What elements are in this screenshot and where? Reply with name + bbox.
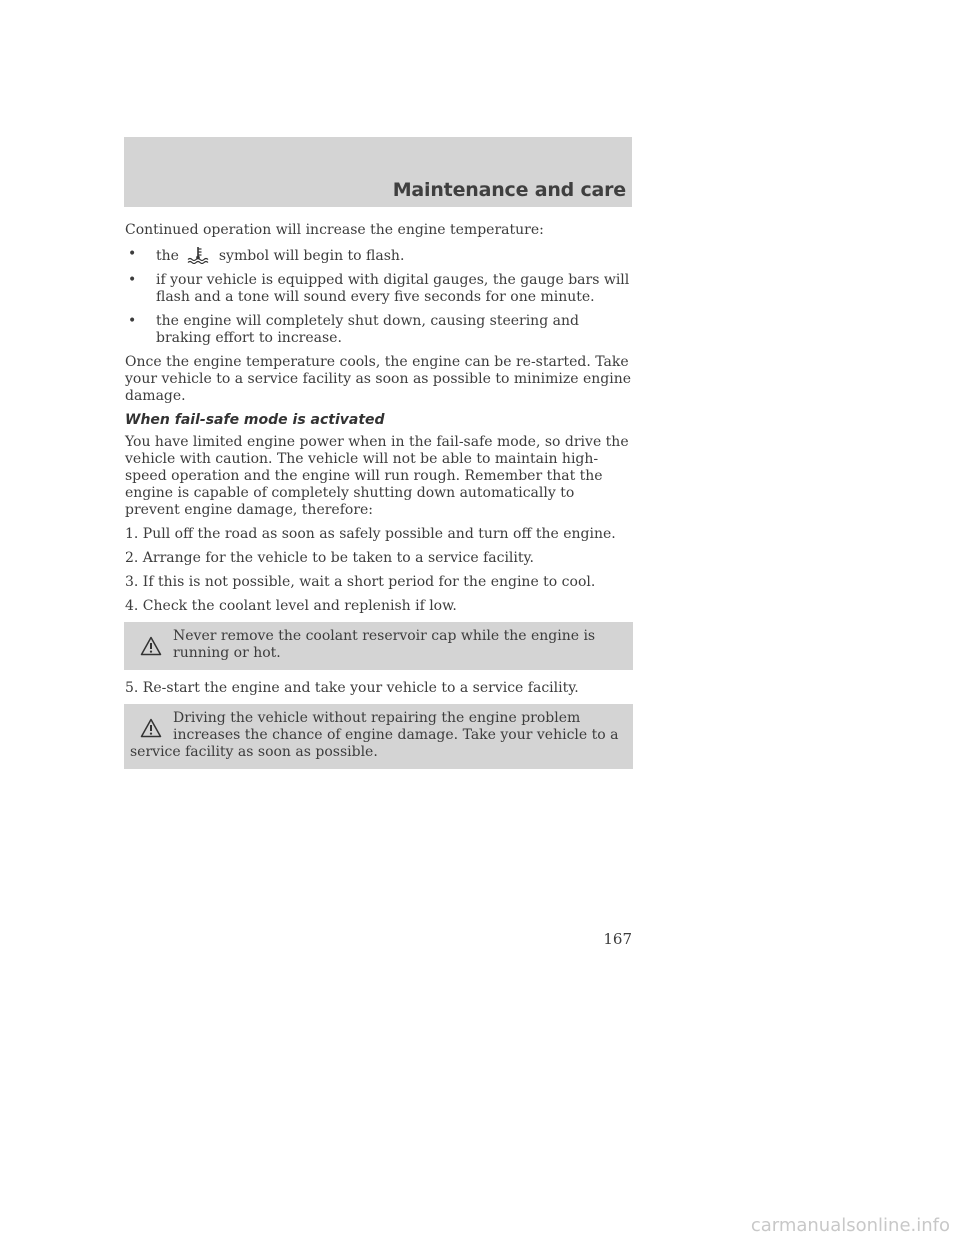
- bullet-item: [125, 313, 632, 347]
- warning-box: [124, 622, 633, 670]
- bullet-text-after-icon: symbol will begin to flash.: [218, 248, 405, 264]
- step-item: 4. Check the coolant level and replenish if low.: [125, 598, 457, 614]
- bullet-dot: •: [128, 246, 137, 262]
- section-title: Maintenance and care: [392, 179, 626, 201]
- restart-paragraph: Once the engine temperature cools, the engine can be re-started. Take your vehicle to a service facility as soon as possible to minimize engine damage.: [125, 354, 631, 404]
- bullet-item: [125, 272, 632, 306]
- warning-text-line: Never remove the coolant reservoir cap while the engine is: [173, 628, 596, 644]
- warning-triangle-icon: [140, 636, 162, 656]
- bullet-item: [125, 246, 632, 265]
- step-item: 2. Arrange for the vehicle to be taken to a service facility.: [125, 550, 535, 566]
- warning-text-line: service facility as soon as possible.: [130, 744, 378, 760]
- engine-coolant-temperature-icon: [186, 246, 210, 264]
- bullet-text-before-icon: the: [156, 248, 179, 264]
- bullet-text: the engine will completely shut down, causing steering and braking effort to increase.: [156, 313, 579, 346]
- step-item: 3. If this is not possible, wait a short period for the engine to cool.: [125, 574, 596, 590]
- bullet-text: if your vehicle is equipped with digital gauges, the gauge bars will flash and a tone will sound every five seconds for one minute.: [156, 272, 630, 305]
- warning-text-line: Driving the vehicle without repairing the engine problem: [173, 710, 581, 726]
- section-header-band: [124, 137, 632, 207]
- watermark: carmanualsonline.info: [750, 1215, 950, 1236]
- step-item: 5. Re-start the engine and take your vehicle to a service facility.: [125, 680, 579, 696]
- page-number: 167: [603, 930, 632, 948]
- warning-text-line: increases the chance of engine damage. Take your vehicle to a: [173, 727, 619, 743]
- warning-box: [124, 704, 633, 769]
- bullet-dot: •: [128, 313, 137, 329]
- intro-paragraph: Continued operation will increase the engine temperature:: [125, 222, 544, 238]
- subheading: When fail-safe mode is activated: [125, 412, 385, 428]
- bullet-dot: •: [128, 272, 137, 288]
- step-item: 1. Pull off the road as soon as safely possible and turn off the engine.: [125, 526, 616, 542]
- warning-triangle-icon: [140, 718, 162, 738]
- page-content: [125, 222, 632, 779]
- warning-text-line: running or hot.: [173, 645, 281, 661]
- failsafe-paragraph: You have limited engine power when in the fail-safe mode, so drive the vehicle with caution. The vehicle will not be able to maintain high-speed operation and the engine will run rough. Remember that the engine is capable of completely shutting down automatically to prevent engine damage, therefore:: [125, 434, 629, 518]
